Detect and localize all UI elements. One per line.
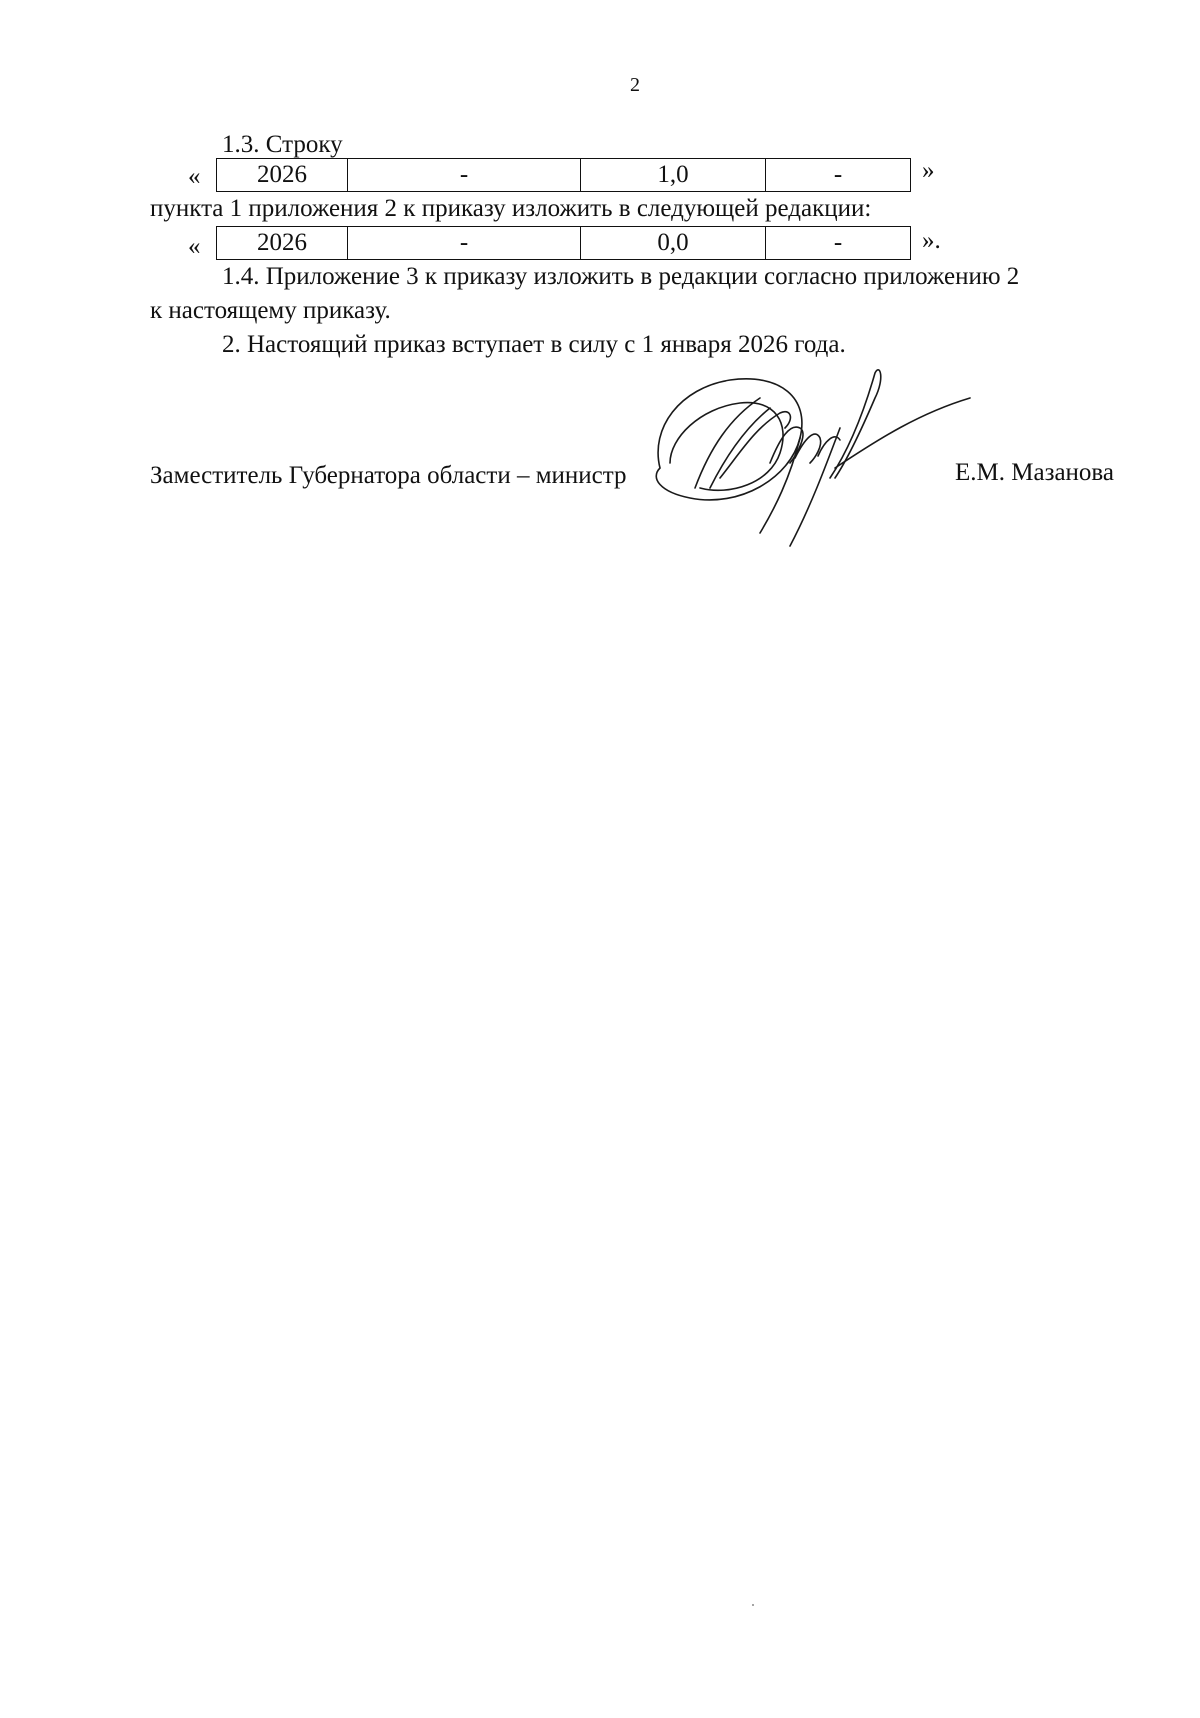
scan-speck	[752, 1604, 754, 1606]
item-1-4-line2: к настоящему приказу.	[150, 297, 391, 324]
row-new-cell-4: -	[766, 227, 911, 260]
page-number: 2	[630, 74, 640, 96]
row-old-year: 2026	[217, 159, 348, 192]
quote-close-old: »	[922, 157, 935, 184]
table-row	[217, 159, 911, 192]
table-row	[217, 227, 911, 260]
item-2: 2. Настоящий приказ вступает в силу с 1 января 2026 года.	[222, 331, 846, 358]
signatory-name: Е.М. Мазанова	[955, 459, 1114, 486]
row-new-year: 2026	[217, 227, 348, 260]
item-1-3-continuation: пункта 1 приложения 2 к приказу изложить в следующей редакции:	[150, 195, 872, 222]
row-new-table	[216, 226, 911, 260]
row-new-cell-2: -	[348, 227, 581, 260]
row-old-cell-2: -	[348, 159, 581, 192]
row-old-cell-4: -	[766, 159, 911, 192]
handwritten-signature	[650, 368, 990, 548]
row-old-table	[216, 158, 911, 192]
quote-close-new: ».	[922, 227, 941, 254]
row-old-value: 1,0	[581, 159, 766, 192]
signatory-title: Заместитель Губернатора области – министр	[150, 462, 627, 489]
quote-open-old: «	[188, 163, 201, 190]
item-1-4-line1: 1.4. Приложение 3 к приказу изложить в редакции согласно приложению 2	[222, 263, 1020, 290]
row-new-value: 0,0	[581, 227, 766, 260]
item-1-3-intro: 1.3. Строку	[222, 131, 343, 158]
quote-open-new: «	[188, 233, 201, 260]
